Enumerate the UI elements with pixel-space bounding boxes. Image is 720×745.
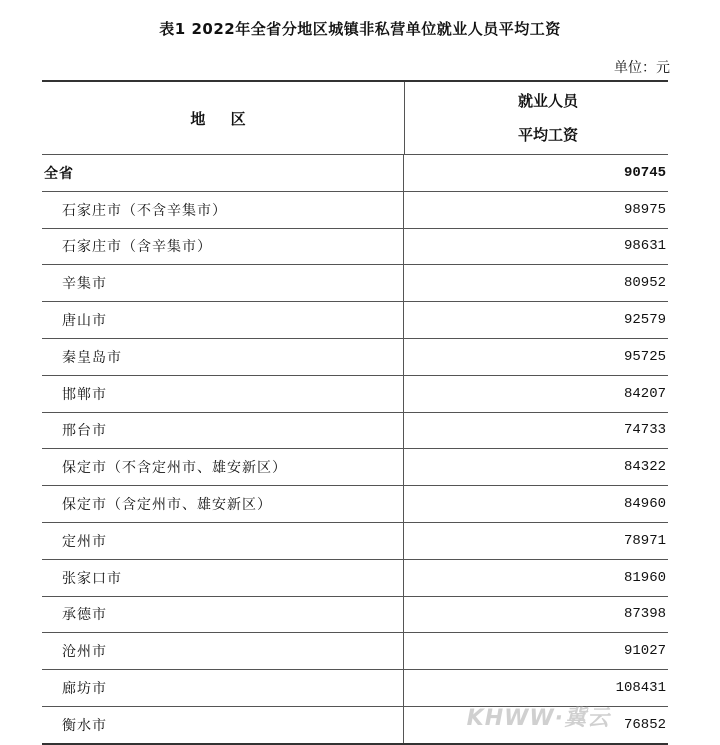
average-wage-value: 78971 (623, 532, 666, 549)
region-name: 承德市 (42, 597, 404, 633)
table-row (42, 523, 668, 560)
table-row-total (42, 155, 668, 192)
region-name: 石家庄市（含辛集市） (42, 229, 404, 265)
average-wage-value: 84322 (623, 459, 666, 476)
table-row (42, 449, 668, 486)
table-row (42, 413, 668, 450)
table-row (42, 633, 668, 670)
average-wage-value: 95725 (623, 348, 666, 365)
table-row (42, 376, 668, 413)
table-body (42, 155, 668, 745)
table-header (42, 82, 668, 155)
region-name: 张家口市 (42, 560, 404, 596)
region-name: 唐山市 (42, 302, 404, 338)
region-name: 邯郸市 (42, 376, 404, 412)
table-row (42, 339, 668, 376)
region-name: 衡水市 (42, 707, 404, 743)
region-name: 保定市（含定州市、雄安新区） (42, 486, 404, 522)
average-wage-value: 74733 (623, 422, 666, 439)
table-row (42, 229, 668, 266)
region-name: 石家庄市（不含辛集市） (42, 192, 404, 228)
average-wage-value: 91027 (623, 643, 666, 660)
region-name: 保定市（不含定州市、雄安新区） (42, 449, 404, 485)
table-row (42, 192, 668, 229)
table-row (42, 707, 668, 745)
region-name: 沧州市 (42, 633, 404, 669)
table-title: 表1 2022年全省分地区城镇非私营单位就业人员平均工资 (159, 20, 561, 38)
average-wage-value: 87398 (623, 606, 666, 623)
table-row (42, 302, 668, 339)
average-wage-value: 92579 (623, 312, 666, 329)
wage-table (42, 80, 668, 745)
table-row (42, 486, 668, 523)
average-wage-value: 81960 (623, 569, 666, 586)
average-wage-value: 98975 (623, 201, 666, 218)
unit-label: 单位：元 (614, 60, 670, 76)
table-row (42, 265, 668, 302)
average-wage-value: 90745 (623, 164, 666, 181)
region-name: 秦皇岛市 (42, 339, 404, 375)
average-wage-value: 98631 (623, 238, 666, 255)
average-wage-value: 84960 (623, 496, 666, 513)
average-wage-value: 76852 (623, 716, 666, 733)
region-name: 辛集市 (42, 265, 404, 301)
average-wage-value: 84207 (623, 385, 666, 402)
average-wage-value: 80952 (623, 275, 666, 292)
region-name: 定州市 (42, 523, 404, 559)
header-wage-line2: 平均工资 (517, 126, 578, 144)
watermark-logo: KHWW·冀云 (466, 706, 610, 731)
table-row (42, 597, 668, 634)
header-wage-line1: 就业人员 (517, 92, 578, 110)
region-name: 廊坊市 (42, 670, 404, 706)
table-row (42, 670, 668, 707)
average-wage-value: 108431 (615, 680, 666, 697)
region-name: 全省 (42, 155, 404, 191)
table-row (42, 560, 668, 597)
header-wage (405, 82, 668, 154)
header-region: 地 区 (42, 82, 405, 154)
region-name: 邢台市 (42, 413, 404, 449)
